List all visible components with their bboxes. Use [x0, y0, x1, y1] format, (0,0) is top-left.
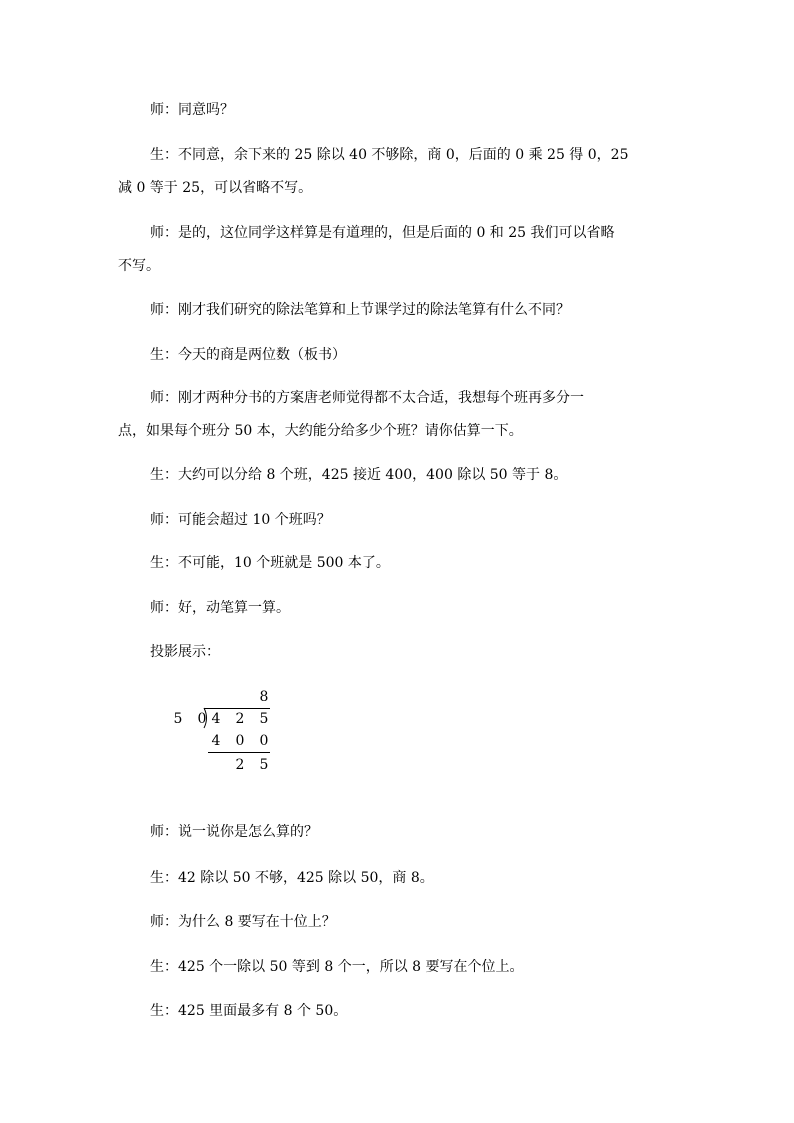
divisor-digit: 0 — [197, 711, 207, 727]
dialogue-line: 生：大约可以分给 8 个班，425 接近 400，400 除以 50 等于 8。 — [150, 467, 568, 483]
dialogue-line: 师：可能会超过 10 个班吗？ — [150, 512, 331, 528]
dialogue-line: 生：42 除以 50 不够，425 除以 50，商 8。 — [150, 870, 434, 886]
dialogue-line: 生：425 里面最多有 8 个 50。 — [150, 1003, 348, 1019]
dialogue-line-continued: 点，如果每个班分 50 本，大约能分给多少个班？请你估算一下。 — [118, 423, 523, 439]
product-digit: 0 — [259, 733, 269, 749]
dividend-digit: 5 — [259, 711, 269, 727]
product-digit: 4 — [211, 733, 221, 749]
long-division-figure — [168, 688, 278, 778]
remainder-digit: 2 — [235, 757, 245, 773]
dialogue-line: 师：同意吗？ — [150, 102, 234, 118]
dialogue-line: 生：425 个一除以 50 等到 8 个一，所以 8 要写在个位上。 — [150, 959, 524, 975]
product-digit: 0 — [235, 733, 245, 749]
dialogue-line: 师：是的，这位同学这样算是有道理的，但是后面的 0 和 25 我们可以省略 — [150, 225, 615, 241]
dividend-digit: 4 — [211, 711, 221, 727]
dialogue-line: 师：说一说你是怎么算的？ — [150, 824, 318, 840]
dividend-digit: 2 — [235, 711, 245, 727]
dialogue-line: 生：不可能，10 个班就是 500 本了。 — [150, 555, 390, 571]
dialogue-line: 师：好，动笔算一算。 — [150, 600, 290, 616]
dialogue-line-continued: 减 0 等于 25，可以省略不写。 — [118, 180, 313, 196]
dialogue-line: 师：刚才我们研究的除法笔算和上节课学过的除法笔算有什么不同？ — [150, 302, 570, 318]
dialogue-line: 投影展示： — [150, 644, 220, 660]
dialogue-line: 生：不同意，余下来的 25 除以 40 不够除，商 0，后面的 0 乘 25 得 0，25 — [150, 147, 629, 163]
remainder-digit: 5 — [259, 757, 269, 773]
dialogue-line-continued: 不写。 — [118, 258, 160, 274]
quotient-digit: 8 — [259, 689, 269, 705]
dialogue-line: 生：今天的商是两位数（板书） — [150, 347, 346, 363]
subtraction-line — [208, 752, 270, 753]
dialogue-line: 师：为什么 8 要写在十位上？ — [150, 914, 336, 930]
dialogue-line: 师：刚才两种分书的方案唐老师觉得都不太合适，我想每个班再多分一 — [150, 390, 584, 406]
divisor-digit: 5 — [173, 711, 183, 727]
